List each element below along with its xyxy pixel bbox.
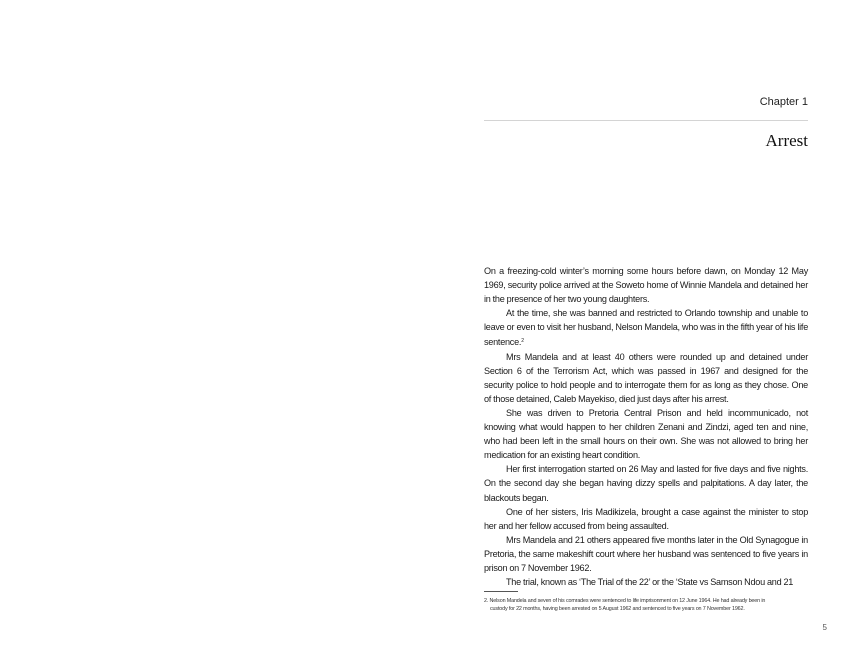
paragraph: She was driven to Pretoria Central Prison and held incommunicado, not knowing what would happen to her children Zenani and Zindzi, aged ten and nine, who had been left in the small hours on their own. She was not allowed to bring her medication for an existing heart condition. (484, 407, 808, 461)
header-rule (484, 120, 808, 121)
paragraph: Mrs Mandela and 21 others appeared five months later in the Old Synagogue in Pretoria, the same makeshift court where her husband was sentenced to five years in prison on 7 November 1962. (484, 534, 808, 573)
paragraph (484, 306, 808, 349)
paragraph: Mrs Mandela and at least 40 others were rounded up and detained under Section 6 of the Terrorism Act, which was passed in 1967 and designed for the security police to hold people and to interrogate them for as long as they chose. One of those detained, Caleb Mayekiso, died just days after his arrest. (484, 351, 808, 404)
footnote-line: 2. Nelson Mandela and seven of his comrades were sentenced to life imprisonment on 12 June 1964. He had already been in (484, 598, 766, 604)
footnote-line: custody for 22 months, having been arrested on 5 August 1962 and sentenced to five years on 7 November 1962. (490, 605, 745, 612)
paragraph: One of her sisters, Iris Madikizela, brought a case against the minister to stop her and her fellow accused from being assaulted. (484, 506, 808, 531)
paragraph: On a freezing-cold winter’s morning some hours before dawn, on Monday 12 May 1969, security police arrived at the Soweto home of Winnie Mandela and detained her in the presence of her two young daughters. (484, 266, 808, 305)
page-number: 5 (822, 623, 827, 632)
paragraph-text: At the time, she was banned and restricted to Orlando township and unable to leave or even to visit her husband, Nelson Mandela, who was in the fifth year of his life sentence. (484, 308, 808, 348)
body-text (484, 264, 808, 589)
chapter-label: Chapter 1 (759, 96, 808, 108)
paragraph: Her first interrogation started on 26 May and lasted for five days and five nights. On the second day she began having dizzy spells and palpitations. A day later, the blackouts began. (484, 464, 808, 503)
footnote-reference[interactable]: 2 (521, 338, 524, 345)
chapter-title: Arrest (765, 131, 808, 150)
footnote (484, 598, 808, 613)
paragraph: The trial, known as ‘The Trial of the 22’ or the ‘State vs Samson Ndou and 21 (506, 577, 794, 588)
footnote-rule (484, 591, 518, 592)
